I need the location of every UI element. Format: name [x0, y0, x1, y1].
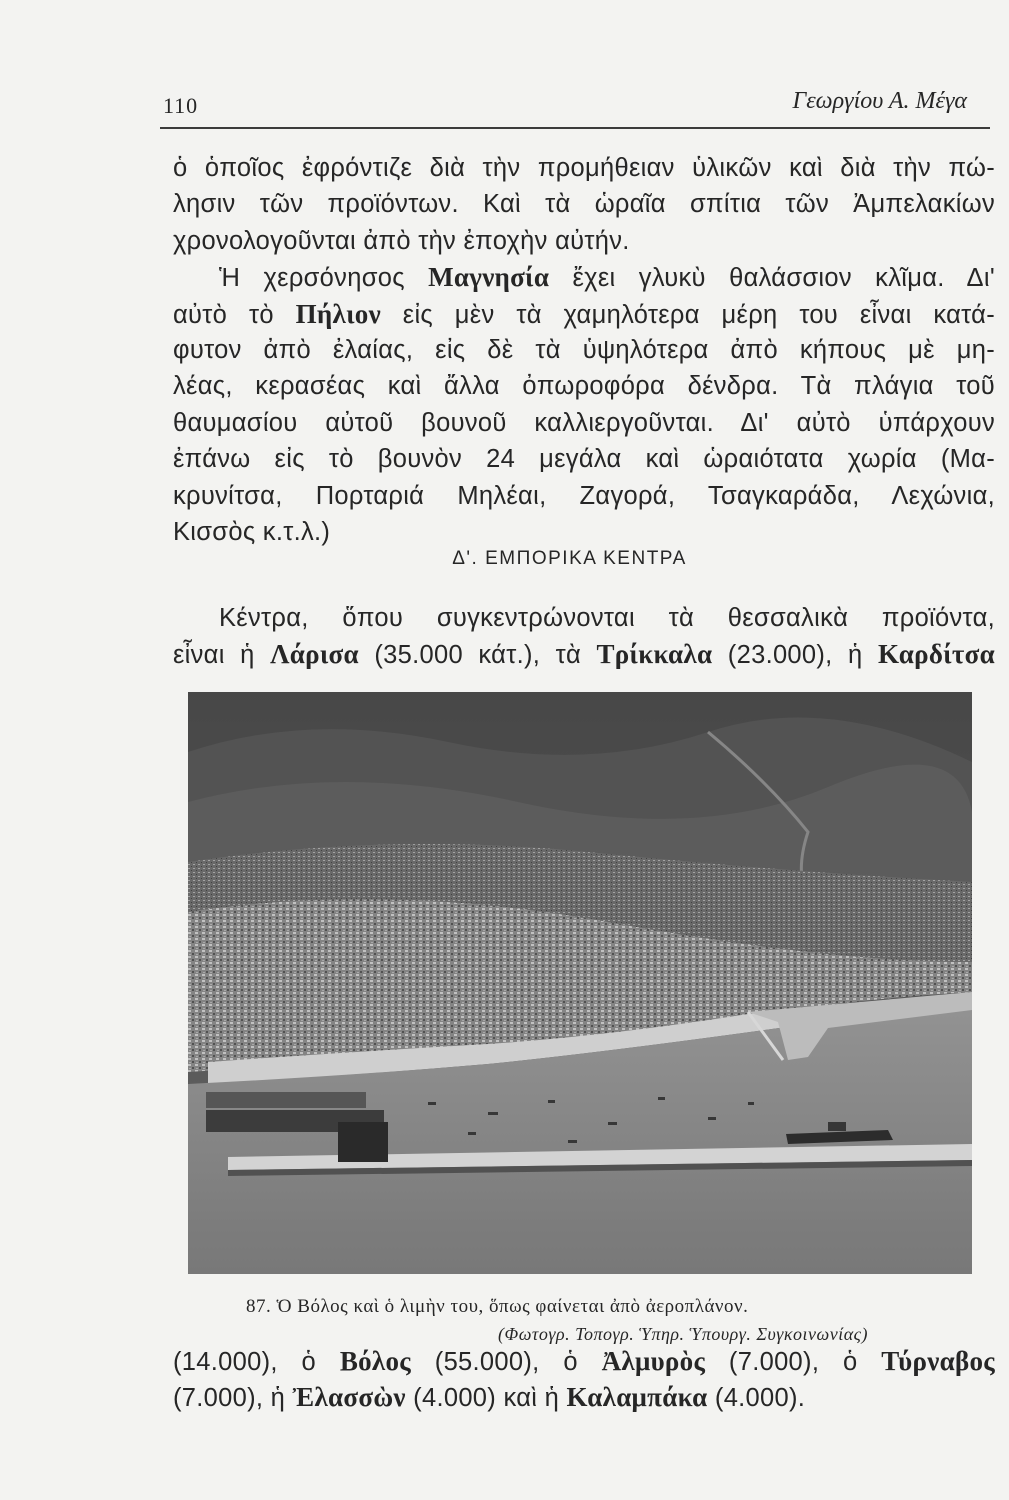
header-rule — [160, 127, 990, 129]
aerial-photo-volos-harbor — [188, 692, 972, 1274]
place-name: Καλαμπάκα — [566, 1382, 708, 1413]
text-line: αὐτὸ τὸ Πήλιον εἰς μὲν τὰ χαμηλότερα μέρη του εἶναι κατά- — [173, 298, 995, 329]
text-line: λησιν τῶν προϊόντων. Καὶ τὰ ὡραῖα σπίτια τῶν Ἀμπελακίων — [173, 190, 995, 219]
text-line: φυτον ἀπὸ ἐλαίας, εἰς δὲ τὰ ὑψηλότερα ἀπὸ κήπους μὲ μη- — [173, 335, 995, 364]
text-line: Κισσὸς κ.τ.λ.) — [173, 517, 331, 546]
text-line: λέας, κερασέας καὶ ἄλλα ὀπωροφόρα δένδρα. Τὰ πλάγια τοῦ — [173, 372, 995, 401]
text-line: (7.000), ἡ Ἐλασσὼν (4.000) καὶ ἡ Καλαμπάκα (4.000). — [173, 1382, 806, 1413]
place-name: Ἐλασσὼν — [292, 1382, 406, 1413]
text-line: Κέντρα, ὅπου συγκεντρώνονται τὰ θεσσαλικὰ προϊόντα, — [219, 604, 995, 632]
body-text-top — [173, 150, 995, 550]
text-line: εἶναι ἡ Λάρισα (35.000 κάτ.), τὰ Τρίκκαλα (23.000), ἡ Καρδίτσα — [173, 639, 995, 670]
figure-caption: 87. Ὁ Βόλος καὶ ὁ λιμὴν του, ὅπως φαίνεται ἀπὸ ἀεροπλάνον. — [246, 1296, 749, 1317]
place-name: Τύρναβος — [881, 1346, 995, 1376]
running-head: Γεωργίου Α. Μέγα — [792, 88, 967, 114]
text-line: (14.000), ὁ Βόλος (55.000), ὁ Ἀλμυρὸς (7.000), ὁ Τύρναβος — [173, 1346, 995, 1376]
body-text-bottom — [173, 1343, 995, 1416]
place-name: Μαγνησία — [428, 262, 550, 293]
body-text-middle — [173, 600, 995, 673]
place-name: Ἀλμυρὸς — [601, 1346, 706, 1376]
figure-credit: (Φωτογρ. Τοπογρ. Ὑπηρ. Ὑπουργ. Συγκοινωνίας) — [498, 1324, 868, 1344]
place-name: Πήλιον — [295, 298, 381, 329]
text-line: ὁ ὁποῖος ἐφρόντιζε διὰ τὴν προμήθειαν ὑλικῶν καὶ διὰ τὴν πώ- — [173, 154, 995, 182]
text-line: κρυνίτσα, Πορταριά Μηλέαι, Ζαγορά, Τσαγκαράδα, Λεχώνια, — [173, 481, 995, 510]
text-line: Ἡ χερσόνησος Μαγνησία ἔχει γλυκὺ θαλάσσιον κλῖμα. Δι' — [219, 262, 996, 293]
text-line: ἐπάνω εἰς τὸ βουνὸν 24 μεγάλα καὶ ὡραιότατα χωρία (Μα- — [173, 445, 995, 474]
place-name: Καρδίτσα — [877, 639, 995, 670]
text-line: χρονολογοῦνται ἀπὸ τὴν ἐποχὴν αὐτήν. — [173, 226, 630, 255]
text-line: θαυμασίου αὐτοῦ βουνοῦ καλλιεργοῦνται. Δι' αὐτὸ ὑπάρχουν — [173, 408, 995, 437]
place-name: Βόλος — [339, 1346, 411, 1376]
place-name: Τρίκκαλα — [596, 639, 713, 670]
section-heading: Δ'. ΕΜΠΟΡΙΚΑ ΚΕΝΤΡΑ — [452, 548, 687, 569]
page-number: 110 — [163, 93, 199, 118]
place-name: Λάρισα — [270, 639, 359, 670]
